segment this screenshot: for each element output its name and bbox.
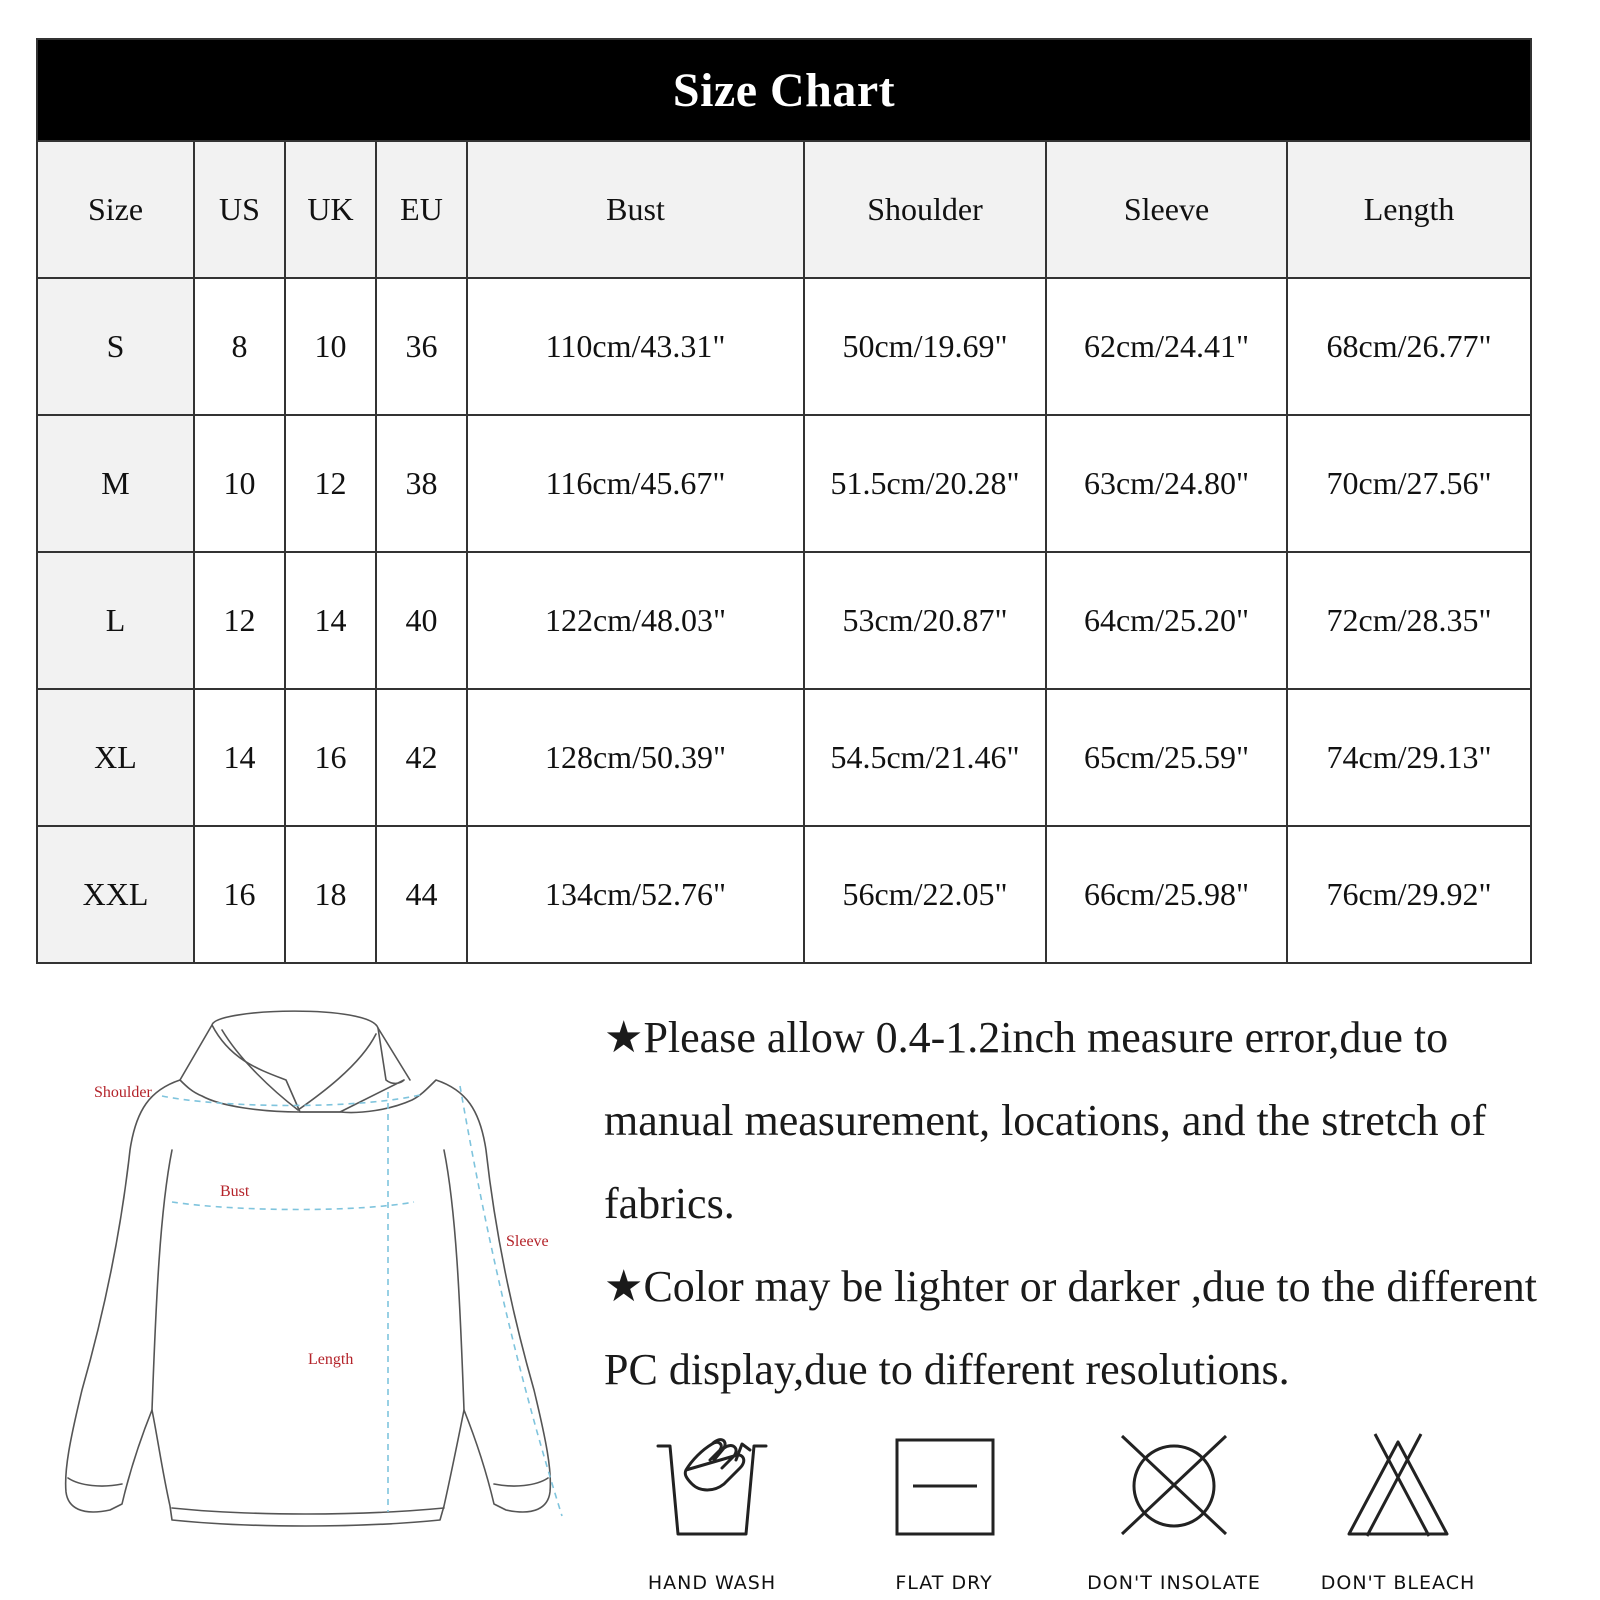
table-cell: 128cm/50.39" (467, 689, 804, 826)
bust-label: Bust (220, 1183, 250, 1200)
size-cell: XL (37, 689, 194, 826)
table-cell: 50cm/19.69" (804, 278, 1046, 415)
table-cell: 40 (376, 552, 467, 689)
bust-measure-line (172, 1202, 414, 1210)
care-label-dont-insolate: DON'T INSOLATE (1087, 1572, 1261, 1594)
note-measure-error: ★Please allow 0.4-1.2inch measure error,due to manual measurement, locations, and the stretch of fabrics. (604, 1013, 1487, 1228)
table-row (37, 826, 1531, 963)
table-cell: 16 (285, 689, 376, 826)
care-label-hand-wash: HAND WASH (647, 1572, 777, 1594)
care-dont-bleach (1288, 1430, 1508, 1594)
hood-outline (212, 1011, 404, 1112)
care-dont-insolate (1064, 1430, 1284, 1594)
column-header-length: Length (1287, 141, 1531, 278)
table-cell: 70cm/27.56" (1287, 415, 1531, 552)
size-cell: M (37, 415, 194, 552)
table-cell: 12 (285, 415, 376, 552)
table-cell: 44 (376, 826, 467, 963)
table-cell: 53cm/20.87" (804, 552, 1046, 689)
table-row (37, 552, 1531, 689)
table-cell: 14 (194, 689, 285, 826)
column-header-sleeve: Sleeve (1046, 141, 1287, 278)
table-cell: 51.5cm/20.28" (804, 415, 1046, 552)
note-color-variance: ★Color may be lighter or darker ,due to the different PC display,due to different resolutions. (604, 1262, 1538, 1394)
table-cell: 12 (194, 552, 285, 689)
dont-bleach-icon (1343, 1430, 1453, 1540)
table-row (37, 415, 1531, 552)
table-cell: 10 (285, 278, 376, 415)
column-header-size: Size (37, 141, 194, 278)
table-cell: 62cm/24.41" (1046, 278, 1287, 415)
dont-insolate-icon (1114, 1430, 1234, 1540)
column-header-shoulder: Shoulder (804, 141, 1046, 278)
table-cell: 122cm/48.03" (467, 552, 804, 689)
size-chart-title: Size Chart (37, 39, 1531, 141)
table-cell: 18 (285, 826, 376, 963)
table-cell: 56cm/22.05" (804, 826, 1046, 963)
flat-dry-icon (889, 1430, 999, 1540)
table-cell: 42 (376, 689, 467, 826)
care-label-flat-dry: FLAT DRY (895, 1572, 993, 1594)
care-flat-dry (834, 1430, 1054, 1594)
table-body (37, 278, 1531, 963)
column-header-eu: EU (376, 141, 467, 278)
size-cell: XXL (37, 826, 194, 963)
table-cell: 72cm/28.35" (1287, 552, 1531, 689)
table-cell: 66cm/25.98" (1046, 826, 1287, 963)
hoodie-measurement-diagram (40, 1000, 580, 1560)
shoulder-label: Shoulder (94, 1084, 152, 1101)
sleeve-label: Sleeve (506, 1233, 549, 1250)
table-cell: 14 (285, 552, 376, 689)
table-cell: 74cm/29.13" (1287, 689, 1531, 826)
hoodie-body-outline (66, 1080, 551, 1526)
size-cell: S (37, 278, 194, 415)
table-row (37, 689, 1531, 826)
table-cell: 8 (194, 278, 285, 415)
table-cell: 68cm/26.77" (1287, 278, 1531, 415)
column-header-bust: Bust (467, 141, 804, 278)
table-cell: 16 (194, 826, 285, 963)
column-header-us: US (194, 141, 285, 278)
table-cell: 64cm/25.20" (1046, 552, 1287, 689)
hand-wash-icon (652, 1430, 772, 1540)
table-cell: 65cm/25.59" (1046, 689, 1287, 826)
table-header-row (37, 141, 1531, 278)
notes-block (604, 996, 1554, 1411)
length-label: Length (308, 1351, 354, 1368)
table-cell: 76cm/29.92" (1287, 826, 1531, 963)
table-cell: 116cm/45.67" (467, 415, 804, 552)
table-cell: 54.5cm/21.46" (804, 689, 1046, 826)
table-cell: 63cm/24.80" (1046, 415, 1287, 552)
hood-opening (222, 1030, 376, 1110)
size-cell: L (37, 552, 194, 689)
table-cell: 36 (376, 278, 467, 415)
column-header-uk: UK (285, 141, 376, 278)
table-row (37, 278, 1531, 415)
care-hand-wash (602, 1430, 822, 1594)
table-cell: 134cm/52.76" (467, 826, 804, 963)
table-cell: 38 (376, 415, 467, 552)
table-cell: 110cm/43.31" (467, 278, 804, 415)
table-cell: 10 (194, 415, 285, 552)
size-chart-table (36, 38, 1532, 964)
care-label-dont-bleach: DON'T BLEACH (1320, 1572, 1476, 1594)
